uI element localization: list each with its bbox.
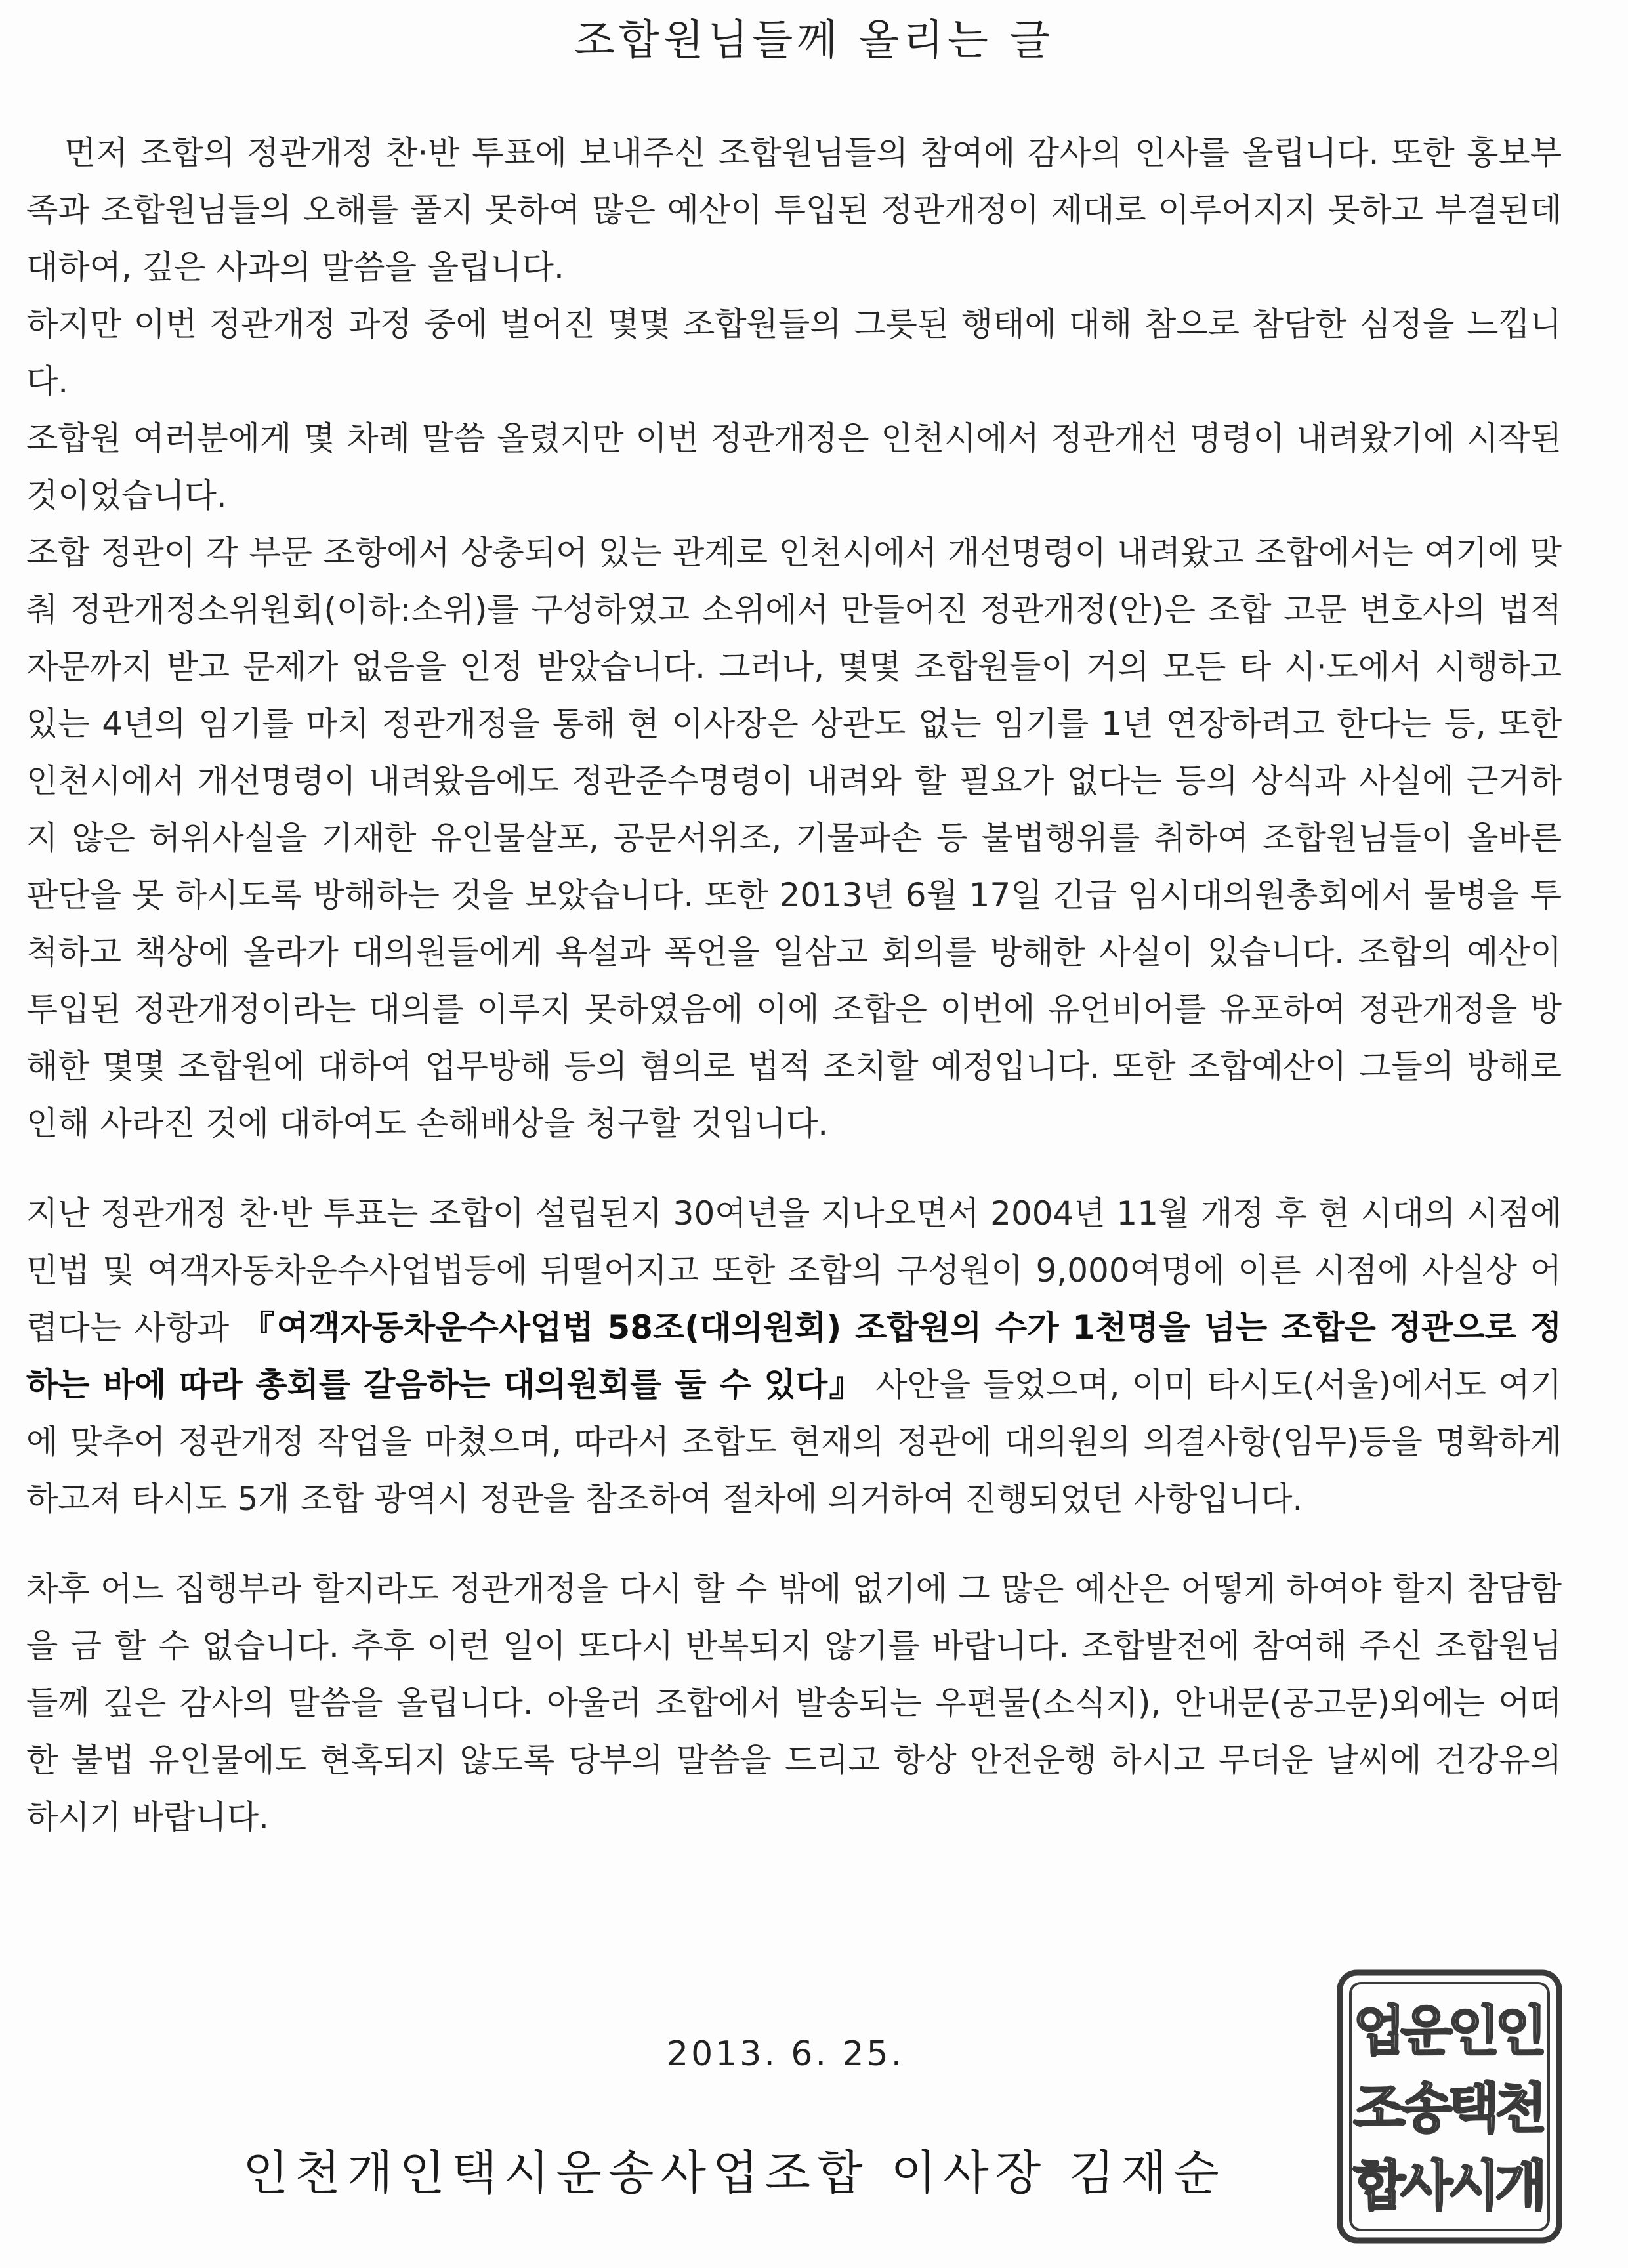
seal-glyph: 업 [1353,2000,1406,2063]
seal-glyph: 개 [1495,2154,1547,2217]
seal-glyph: 천 [1495,2077,1547,2140]
paragraph-5 [26,1185,1562,1528]
document-body [26,125,1562,1846]
paragraph-3: 조합원 여러분에게 몇 차례 말씀 올렸지만 이번 정관개정은 인천시에서 정관개선 명령이 내려왔기에 시작된 것이었습니다. [26,419,1562,514]
document-date: 2013. 6. 25. [667,2034,905,2074]
seal-glyph: 조 [1353,2077,1406,2140]
paragraph-5-text-after: 사안을 들었으며, 이미 타시도(서울)에서도 여기에 맞추어 정관개정 작업을 마쳤으며, 따라서 조합도 현재의 정관에 대의원의 의결사항(임무)등을 명확하게 하고져 타시도 5개 조합 광역시 정관을 참조하여 절차에 의거하여 진행되었던 사항입니다. [26,1366,1562,1518]
document-title: 조합원님들께 올리는 글 [574,16,1054,65]
seal-glyph: 인 [1448,2000,1500,2063]
seal-glyph: 합 [1353,2154,1406,2217]
seal-glyph: 인 [1495,2000,1547,2063]
paragraph-4: 조합 정관이 각 부문 조항에서 상충되어 있는 관계로 인천시에서 개선명령이 내려왔고 조합에서는 여기에 맞춰 정관개정소위원회(이하:소위)를 구성하였고 소위에서 만들어진 정관개정(안)은 조합 고문 변호사의 법적자문까지 받고 문제가 없음을 인정 받았습니다. 그러나, 몇몇 조합원들이 거의 모든 타 시·도에서 시행하고 있는 4년의 임기를 마치 정관개정을 통해 현 이사장은 상관도 없는 임기를 1년 연장하려고 한다는 등, 또한 인천시에서 개선명령이 내려왔음에도 정관준수명령이 내려와 할 필요가 없다는 등의 상식과 사실에 근거하지 않은 허위사실을 기재한 유인물살포, 공문서위조, 기물파손 등 불법행위를 취하여 조합원님들이 올바른 판단을 못 하시도록 방해하는 것을 보았습니다. 또한 2013년 6월 17일 긴급 임시대의원총회에서 물병을 투척하고 책상에 올라가 대의원들에게 욕설과 폭언을 일삼고 회의를 방해한 사실이 있습니다. 조합의 예산이 투입된 정관개정이라는 대의를 이루지 못하였음에 이에 조합은 이번에 유언비어를 유포하여 정관개정을 방해한 몇몇 조합원에 대하여 업무방해 등의 혐의로 법적 조치할 예정입니다. 또한 조합예산이 그들의 방해로 인해 사라진 것에 대하여도 손해배상을 청구할 것입니다. [26,534,1562,1143]
seal-glyph: 택 [1448,2077,1500,2140]
signature-line: 인천개인택시운송사업조합 이사장 김재순 [243,2145,1226,2200]
paragraph-6: 차후 어느 집행부라 할지라도 정관개정을 다시 할 수 밖에 없기에 그 많은 예산은 어떻게 하여야 할지 참담함을 금 할 수 없습니다. 추후 이런 일이 또다시 반복되지 않기를 바랍니다. 조합발전에 참여해 주신 조합원님들께 깊은 감사의 말씀을 올립니다. 아울러 조합에서 발송되는 우편물(소식지), 안내문(공고문)외에는 어떠한 불법 유인물에도 현혹되지 않도록 당부의 말씀을 드리고 항상 안전운행 하시고 무더운 날씨에 건강유의 하시기 바랍니다. [26,1570,1562,1836]
paragraph-2: 하지만 이번 정관개정 과정 중에 벌어진 몇몇 조합원들의 그릇된 행태에 대해 참으로 참담한 심정을 느낍니다. [26,305,1562,400]
seal-glyph: 운 [1400,2000,1453,2063]
seal-glyph: 사 [1400,2154,1453,2217]
paragraph-5-text-before: 지난 정관개정 찬·반 투표는 조합이 설립된지 30여년을 지나오면서 2004년 11월 개정 후 현 시대의 시점에 민법 및 여객자동차운수사업법등에 뒤떨어지고 또한 조합의 구성원이 9,000여명에 이른 시점에 사실상 어렵다는 사항과 [26,1194,1562,1347]
seal-glyph: 송 [1400,2077,1453,2140]
official-seal-stamp [1336,1969,1563,2244]
seal-glyphs [1352,2000,1547,2217]
paragraph-1: 먼저 조합의 정관개정 찬·반 투표에 보내주신 조합원님들의 참여에 감사의 인사를 올립니다. 또한 홍보부족과 조합원님들의 오해를 풀지 못하여 많은 예산이 투입된 정관개정이 제대로 이루어지지 못하고 부결된데 대하여, 깊은 사과의 말씀을 올립니다. [26,134,1562,286]
paragraph-5-bold-quote: 『여객자동차운수사업법 58조(대의원회) 조합원의 수가 1천명을 넘는 조합은 정관으로 정하는 바에 따라 총회를 갈음하는 대의원회를 둘 수 있다』 [26,1309,1562,1404]
seal-glyph: 시 [1448,2154,1500,2217]
